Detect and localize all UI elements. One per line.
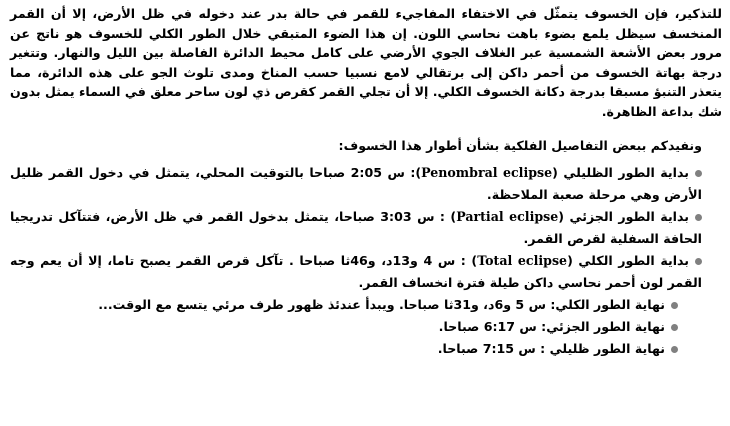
phase-text: بداية الطور الكلي ( — [567, 252, 690, 268]
phase-text: نهاية الطور الكلي: س 5 و6د، و31ثا صباحا. ويبدأ عندئذ ظهور طرف مرئي يتسع مع الوقت... — [98, 296, 665, 312]
phase-partial-start — [10, 206, 722, 250]
phases-lead: ونفيدكم ببعض التفاصيل الفلكية بشأن أطوار هذا الخسوف: — [338, 137, 702, 153]
bullet-icon — [695, 214, 702, 221]
phase-penumbral-start — [10, 162, 722, 206]
phase-term: Total eclipse — [477, 252, 568, 268]
phase-text: بداية الطور الجزئي ( — [558, 208, 689, 224]
phase-total-end — [10, 294, 722, 316]
bullet-icon — [671, 346, 678, 353]
bullet-icon — [695, 170, 702, 177]
phase-penumbral-end — [10, 338, 722, 360]
phase-term: Partial eclipse — [456, 208, 559, 224]
phase-term: Penombral eclipse — [421, 164, 553, 180]
phase-text: ): س 2:05 صباحا بالتوقيت المحلي، يتمثل في دخول القمر ظليل الأرض وهي مرحلة صعبة الملاحظة. — [10, 164, 702, 202]
phase-list — [10, 162, 722, 360]
bullet-icon — [695, 258, 702, 265]
phase-text: ) : س 4 و13د، و46ثا صباحا . تآكل قرص القمر يصبح تاما، إلا أن يعم وجه القمر لون أحمر نحاسي داكن طيلة فترة انخساف القمر. — [10, 252, 702, 290]
phase-text: ) : س 3:03 صباحا، يتمثل بدخول القمر في ظل الأرض، فتتآكل تدريجيا الحافة السفلية لقرص القمر. — [10, 208, 702, 246]
intro-paragraph: للتذكير، فإن الخسوف يتمثّل في الاختفاء المفاجيء للقمر في حالة بدر عند دخوله في ظل الأرض، إلا أن القمر المنخسف سيظل يلمع بضوء باهت نحاسي اللون. إن هذا الضوء المتبقي خلال الطور الكلي للخسوف هو ناتج عن مرور بعض الأشعة الشمسية عبر الغلاف الجوي الأرضي على كامل محيط الدائرة الفاصلة بين الليل والنهار. وتتغير درجة بهاتة الخسوف من أحمر داكن إلى برتقالي لامع نسبيا حسب المناخ ومدى تلوث الجو على هذه الدائرة، مما يتعذر التنبؤ مسبقا بدرجة دكانة الخسوف الكلي. إلا أن تجلي القمر كقرص ذي لون ساحر معلق في السماء يمثل بدون شك بداعة الظاهرة. — [10, 6, 722, 119]
bullet-icon — [671, 324, 678, 331]
phase-partial-end — [10, 316, 722, 338]
phase-text: نهاية الطور الجزئي: س 6:17 صباحا. — [438, 318, 665, 334]
phase-text: بداية الطور الظليلي ( — [552, 164, 689, 180]
phase-total-start — [10, 250, 722, 294]
bullet-icon — [671, 302, 678, 309]
phase-text: نهاية الطور ظليلي : س 7:15 صباحا. — [437, 340, 665, 356]
